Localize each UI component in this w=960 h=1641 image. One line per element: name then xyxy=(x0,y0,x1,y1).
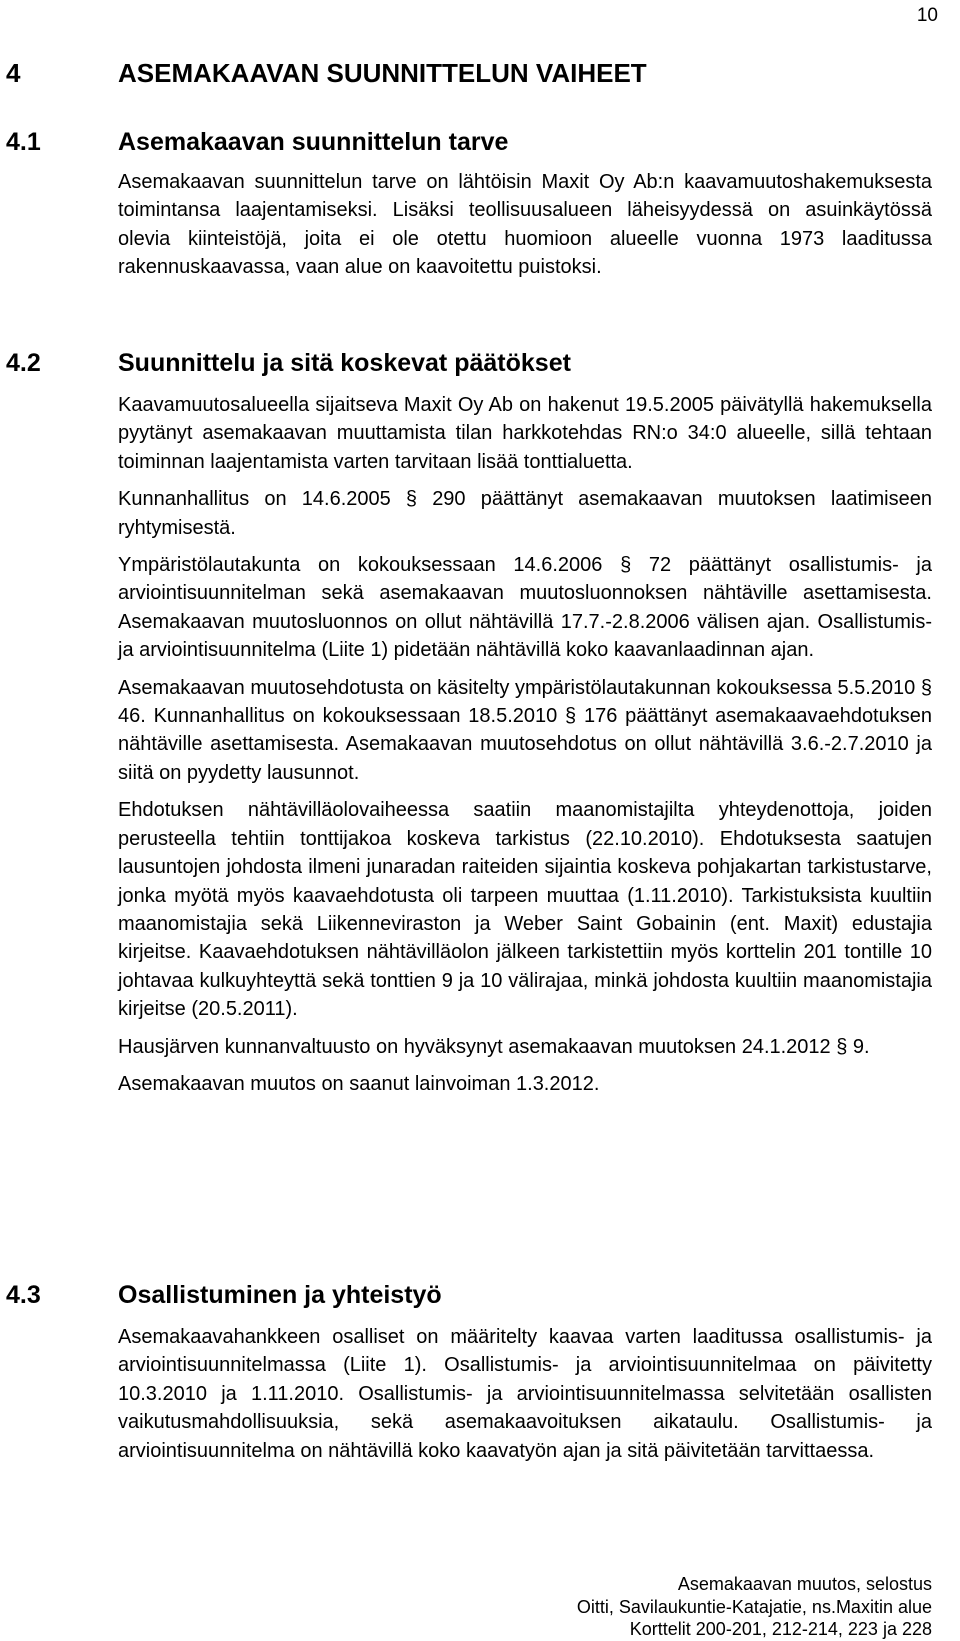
section-4-3 xyxy=(6,1279,932,1465)
paragraph: Kaavamuutosalueella sijaitseva Maxit Oy Ab on hakenut 19.5.2005 päivätyllä hakemuksella pyytänyt asemakaavan muuttamista tilan harkkotehdas RN:o 34:0 alueelle, sillä tehtaan toiminnan laajentamista varten tarvitaan lisää tonttialuetta. xyxy=(118,394,932,473)
section-number: 4.3 xyxy=(6,1281,41,1309)
section-title: Osallistuminen ja yhteistyö xyxy=(118,1281,442,1309)
chapter-number: 4 xyxy=(6,58,21,88)
footer-line: Asemakaavan muutos, selostus xyxy=(677,1574,932,1594)
page-footer xyxy=(577,1573,932,1641)
paragraph: Hausjärven kunnanvaltuusto on hyväksynyt asemakaavan muutoksen 24.1.2012 § 9. xyxy=(118,1035,870,1058)
chapter-heading xyxy=(6,56,932,90)
footer-line: Korttelit 200-201, 212-214, 223 ja 228 xyxy=(629,1619,932,1639)
paragraph: Asemakaavan muutos on saanut lainvoiman 1.3.2012. xyxy=(118,1072,600,1095)
footer-line: Oitti, Savilaukuntie-Katajatie, ns.Maxitin alue xyxy=(576,1596,932,1617)
paragraph: Asemakaavan muutosehdotusta on käsitelty ympäristölautakunnan kokouksessa 5.5.2010 § 46. Kunnanhallitus on kokouksessaan 18.5.2010 § 176 päättänyt asemakaavaehdotuksen nähtäville asettamisesta. Asemakaavan muutosehdotus on ollut nähtävillä 3.6.-2.7.2010 ja siitä on pyydetty lausunnot. xyxy=(118,676,932,784)
paragraph: Ympäristölautakunta on kokouksessaan 14.6.2006 § 72 päättänyt osallistumis- ja arviointisuunnitelman sekä asemakaavan muutosluonnoksen nähtäville asettamisesta. Asemakaavan muutosluonnos on ollut nähtävillä 17.7.-2.8.2006 välisen ajan. Osallistumis- ja arviointisuunnitelma (Liite 1) pidetään nähtävillä koko kaavanlaadinnan ajan. xyxy=(118,554,932,662)
section-4-1 xyxy=(6,126,932,282)
paragraph: Ehdotuksen nähtävilläolovaiheessa saatiin maanomistajilta yhteydenottoja, joiden perusteella tehtiin tonttijakoa koskeva tarkistus (22.10.2010). Ehdotuksesta saatujen lausuntojen johdosta ilmeni junaradan raiteiden sijaintia koskeva pohjakartan tarkistustarve, jonka myötä myös kaavaehdotusta oli tarpeen muuttaa (1.11.2010). Tarkistuksista kuultiin maanomistajia sekä Liikenneviraston ja Weber Saint Gobainin (ent. Maxit) edustajia kirjeitse. Kaavaehdotuksen nähtävilläolon jälkeen tarkistettiin myös korttelin 201 tontille 10 johtavaa kulkuyhteyttä sekä tonttien 9 ja 10 välirajaa, minkä johdosta kuultiin maanomistajia kirjeitse (20.5.2011). xyxy=(118,799,932,1021)
section-title: Asemakaavan suunnittelun tarve xyxy=(118,128,509,156)
chapter-title: ASEMAKAAVAN SUUNNITTELUN VAIHEET xyxy=(118,58,647,88)
section-number: 4.2 xyxy=(6,349,41,377)
section-4-2 xyxy=(6,347,932,1098)
paragraph: Asemakaavahankkeen osalliset on määritelty kaavaa varten laaditussa osallistumis- ja arviointisuunnitelmassa (Liite 1). Osallistumis- ja arviointisuunnitelmaa on päivitetty 10.3.2010 ja 1.11.2010. Osallistumis- ja arviointisuunnitelmassa selvitetään osallisten vaikutusmahdollisuuksia, sekä asemakaavoituksen aikataulu. Osallistumis- ja arviointisuunnitelma on nähtävillä koko kaavatyön ajan ja sitä päivitetään tarvittaessa. xyxy=(118,1326,932,1462)
paragraph: Kunnanhallitus on 14.6.2005 § 290 päättänyt asemakaavan muutoksen laatimiseen ryhtymisestä. xyxy=(118,488,932,539)
page-number: 10 xyxy=(916,5,938,26)
paragraph: Asemakaavan suunnittelun tarve on lähtöisin Maxit Oy Ab:n kaavamuutoshakemuksesta toimintansa laajentamiseksi. Lisäksi teollisuusalueen läheisyydessä on asuinkäytössä olevia kiinteistöjä, joita ei ole otettu huomioon alueelle vuonna 1973 laaditussa rakennuskaavassa, vaan alue on kaavoitettu puistoksi. xyxy=(118,171,932,279)
section-title: Suunnittelu ja sitä koskevat päätökset xyxy=(118,349,571,377)
section-number: 4.1 xyxy=(6,128,41,156)
